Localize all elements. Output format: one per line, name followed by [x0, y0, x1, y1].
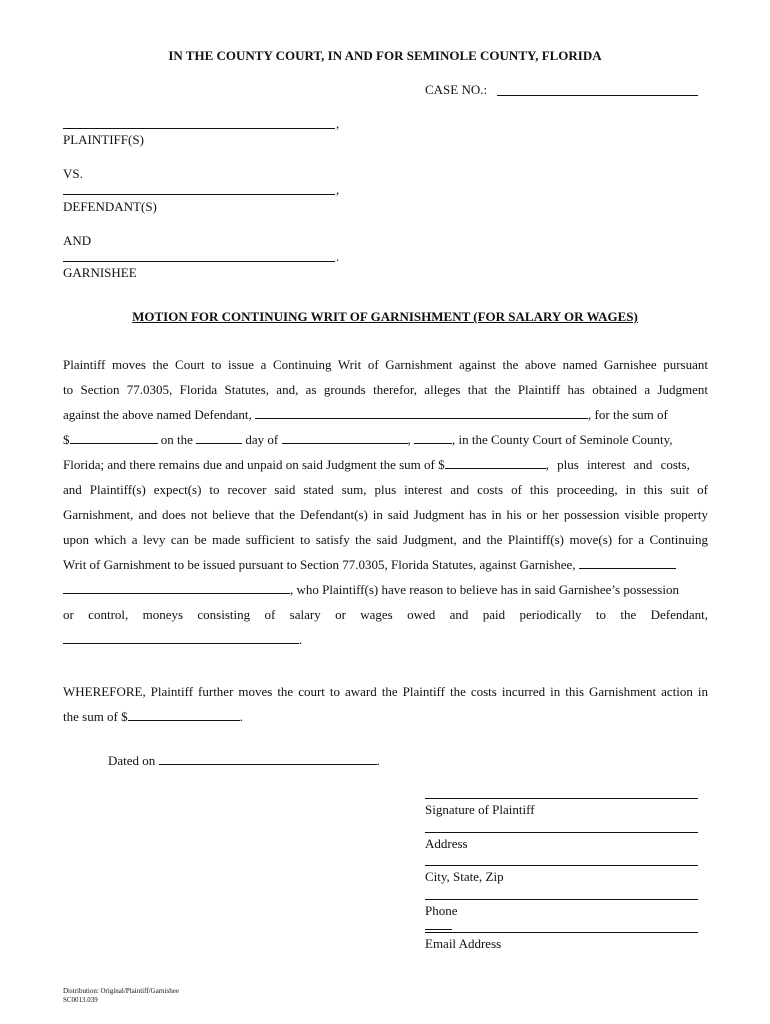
body-line-12	[63, 627, 708, 652]
defendant-name-blank[interactable]	[63, 631, 299, 644]
body-line-10	[63, 577, 708, 602]
dollar-sign: $	[63, 432, 70, 447]
dated-label: Dated on	[108, 753, 156, 768]
signature-line[interactable]	[425, 798, 698, 799]
vs-label: VS.	[63, 166, 83, 181]
plaintiff-label: PLAINTIFF(S)	[63, 132, 144, 147]
county-court-text: , in the County Court of Seminole County,	[452, 432, 673, 447]
dated-end: .	[376, 753, 380, 768]
judgment-year-blank[interactable]	[414, 431, 452, 444]
defendant-name-field[interactable]	[63, 194, 335, 195]
address-label: Address	[425, 836, 468, 851]
judgment-amount-blank[interactable]	[70, 431, 158, 444]
body-line-3	[63, 402, 708, 427]
defendant-blank[interactable]	[255, 406, 588, 419]
garnishee-blank[interactable]	[579, 556, 676, 569]
form-number: SC0013.039	[63, 996, 98, 1004]
judgment-day-blank[interactable]	[196, 431, 242, 444]
body-line-3-text: against the above named Defendant,	[63, 407, 252, 422]
email-label: Email Address	[425, 936, 502, 951]
garnishee-label: GARNISHEE	[63, 265, 137, 280]
distribution-note: Distribution: Original/Plaintiff/Garnishee	[63, 987, 179, 995]
wherefore-line-2	[63, 704, 708, 729]
address-line[interactable]	[425, 832, 698, 833]
phone-label: Phone	[425, 903, 458, 918]
body-line-11: or control, moneys consisting of salary or wages owed and paid periodically to the Defendant,	[63, 607, 708, 622]
garnishee-name-blank[interactable]	[63, 581, 290, 594]
signature-label: Signature of Plaintiff	[425, 802, 535, 817]
body-line-7: Garnishment, and does not believe that the Defendant(s) in said Judgment has in his or her possession visible property	[63, 507, 708, 522]
judgment-month-blank[interactable]	[282, 431, 408, 444]
email-line-mark	[425, 929, 452, 930]
date-blank[interactable]	[159, 752, 377, 765]
garnishee-name-field[interactable]	[63, 261, 335, 262]
unpaid-amount-blank[interactable]	[445, 456, 546, 469]
body-line-10-text: , who Plaintiff(s) have reason to believe has in said Garnishee’s possession	[290, 582, 679, 597]
interest-costs-text: , plus interest and costs,	[545, 457, 690, 472]
sum-text: the sum of $	[63, 709, 128, 724]
body-line-4	[63, 427, 708, 452]
phone-line[interactable]	[425, 899, 698, 900]
day-of-text: day of	[245, 432, 279, 447]
body-line-6: and Plaintiff(s) expect(s) to recover said stated sum, plus interest and costs of this proceeding, in this suit of	[63, 482, 708, 497]
case-no-field[interactable]	[497, 95, 698, 96]
body-line-5	[63, 452, 708, 477]
motion-title: MOTION FOR CONTINUING WRIT OF GARNISHMENT (FOR SALARY OR WAGES)	[132, 309, 638, 324]
dated-line	[108, 752, 380, 769]
plaintiff-name-field[interactable]	[63, 128, 335, 129]
city-label: City, State, Zip	[425, 869, 504, 884]
motion-body	[63, 352, 708, 652]
wherefore-line-1: WHEREFORE, Plaintiff further moves the court to award the Plaintiff the costs incurred in this Garnishment action in	[63, 684, 708, 699]
costs-amount-blank[interactable]	[128, 708, 240, 721]
body-line-9-text: Writ of Garnishment to be issued pursuant to Section 77.0305, Florida Statutes, against Garnishee,	[63, 557, 576, 572]
body-line-8: upon which a levy can be made sufficient to satisfy the said Judgment, and the Plaintiff(s) move(s) for a Continuing	[63, 532, 708, 547]
court-heading: IN THE COUNTY COURT, IN AND FOR SEMINOLE COUNTY, FLORIDA	[168, 48, 602, 63]
email-line[interactable]	[425, 932, 698, 933]
body-line-9	[63, 552, 708, 577]
body-line-1: Plaintiff moves the Court to issue a Continuing Writ of Garnishment against the above named Garnishee pursuant	[63, 357, 708, 372]
defendant-label: DEFENDANT(S)	[63, 199, 157, 214]
on-the-text: on the	[160, 432, 193, 447]
garnishee-period: .	[336, 249, 340, 264]
month-comma: ,	[407, 432, 411, 447]
body-line-2: to Section 77.0305, Florida Statutes, and, as grounds therefor, alleges that the Plaintiff has obtained a Judgment	[63, 382, 708, 397]
defendant-comma: ,	[336, 182, 340, 197]
unpaid-text: Florida; and there remains due and unpaid on said Judgment the sum of $	[63, 457, 445, 472]
case-no-label: CASE NO.:	[425, 82, 488, 97]
body-line-3-end: , for the sum of	[588, 407, 668, 422]
city-line[interactable]	[425, 865, 698, 866]
and-label: AND	[63, 233, 92, 248]
wherefore-end: .	[239, 709, 243, 724]
wherefore-paragraph	[63, 679, 708, 729]
body-line-12-end: .	[299, 632, 303, 647]
plaintiff-comma: ,	[336, 116, 340, 131]
